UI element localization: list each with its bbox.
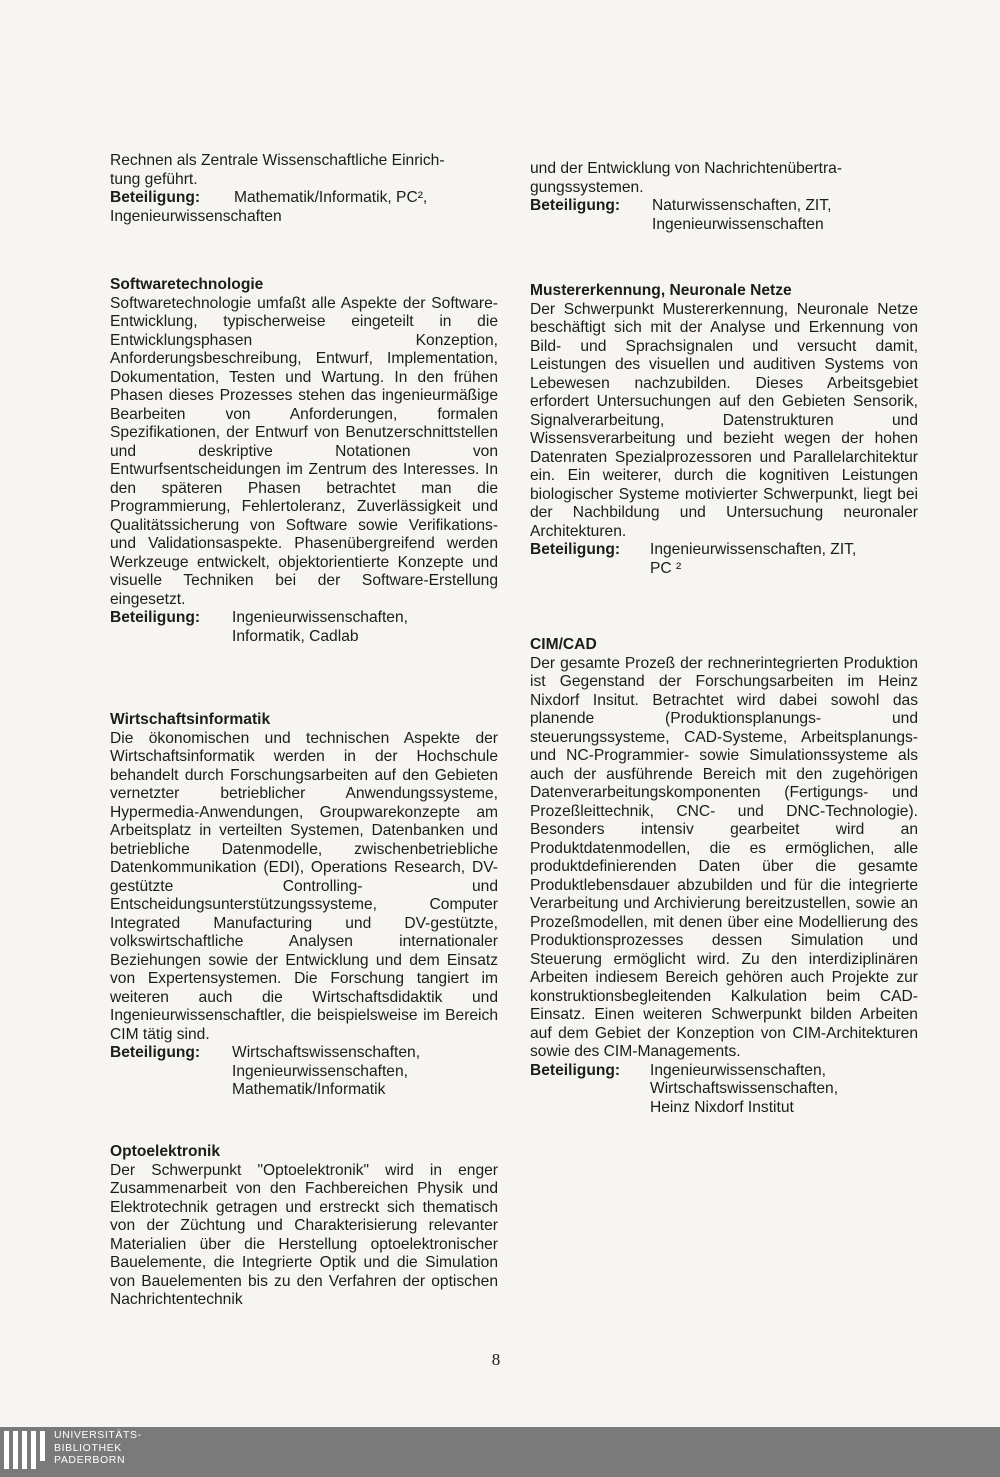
participation-value: Ingenieurwissenschaften <box>652 215 824 233</box>
section-participation <box>530 541 918 578</box>
participation-value: Mathematik/Informatik, PC², <box>234 189 428 206</box>
section-body: Softwaretechnologie umfaßt alle Aspekte der Software-Entwicklung, typischerweise eingeteilt in die Entwicklungsphasen Konzeption, Anforderungsbeschreibung, Entwurf, Implementation, Dokumentation, Testen und Wartung. In den frühen Phasen dieses Prozesses stehen das ingenieurmäßige Bearbeiten von Anforderungen, formalen Spezifikationen, der Entwurf von Benutzerschnittstellen und deskriptive Notationen von Entwurfsentscheidungen im Zentrum des Interesses. In den späteren Phasen betrachtet man die Programmierung, Fehlertoleranz, Zuverlässigkeit und Qualitätssicherung von Software sowie Verifikations- und Validationsaspekte. Phasenübergreifend werden Werkzeuge entwickelt, objektorientierte Konzepte und visuelle Techniken bei der Software-Erstellung eingesetzt. <box>110 294 498 608</box>
participation-value: Ingenieurwissenschaften, <box>650 1061 826 1079</box>
section-optoelektronik <box>110 1143 498 1310</box>
participation-value: Wirtschaftswissenschaften, <box>650 1080 839 1097</box>
section-heading: CIM/CAD <box>530 636 597 653</box>
participation-value: Naturwissenschaften, ZIT, <box>652 197 832 214</box>
participation-label: Beteiligung: <box>110 1044 201 1061</box>
section-participation <box>110 1044 498 1100</box>
left-intro <box>110 152 498 226</box>
intro-line: und der Entwicklung von Nachrichtenübertra- <box>530 160 843 177</box>
section-wirtschaftsinformatik <box>110 711 498 1100</box>
library-logo-icon <box>4 1431 44 1473</box>
participation-value: PC ² <box>650 559 682 577</box>
participation-label: Beteiligung: <box>530 197 621 214</box>
intro-line: gungssystemen. <box>530 178 644 196</box>
section-mustererkennung <box>530 282 918 578</box>
intro-participation <box>530 197 918 234</box>
intro-line: Rechnen als Zentrale Wissenschaftliche Einrich- <box>110 152 445 169</box>
section-heading: Mustererkennung, Neuronale Netze <box>530 282 792 299</box>
intro-line: tung geführt. <box>110 170 198 188</box>
section-body: Der Schwerpunkt Mustererkennung, Neuronale Netze beschäftigt sich mit der Analyse und Erkennung von Bild- und Sprachsignalen und versucht damit, Leistungen des visuellen und auditiven Systems von Lebewesen nachzubilden. Dieses Arbeitsgebiet erfordert Untersuchungen auf den Gebieten Sensorik, Signalverarbeitung, Datenstrukturen und Wissensverarbeitung und bezieht wegen der hohen Datenraten Spezialprozessoren und Parallelarchitektur ein. Ein weiterer, durch die kognitiven Leistungen biologischer Systeme motivierter Schwerpunkt, liegt bei der Nachbildung und Untersuchung neuronaler Architekturen. <box>530 300 918 540</box>
participation-value: Ingenieurwissenschaften, ZIT, <box>650 541 857 558</box>
page-number: 8 <box>491 1350 501 1369</box>
participation-label: Beteiligung: <box>110 189 201 206</box>
section-cim-cad <box>530 636 918 1117</box>
section-softwaretechnologie <box>110 276 498 646</box>
section-body: Die ökonomischen und technischen Aspekte der Wirtschaftsinformatik werden in der Hochschule behandelt durch Forschungsarbeiten auf den Gebieten vernetzter betrieblicher Anwendungssysteme, Hypermedia-Anwendungen, Groupwarekonzepte am Arbeitsplatz in verteilten Systemen, Datenbanken und betriebliche Datenmodelle, zwischenbetriebliche Datenkommunikation (EDI), Operations Research, DV-gestützte Controlling- und Entscheidungsunterstützungssysteme, Computer Integrated Manufacturing und DV-gestützte, volkswirtschaftliche Analysen internationaler Beziehungen sowie der Entwicklung und dem Einsatz von Expertensystemen. Die Forschung tangiert im weiteren auch die Wirtschaftsdidaktik und Ingenieurwissenschaftler, die beispielsweise im Bereich CIM tätig sind. <box>110 729 498 1043</box>
participation-value: Mathematik/Informatik <box>232 1081 386 1098</box>
library-name-line: BIBLIOTHEK <box>54 1441 122 1454</box>
section-heading: Wirtschaftsinformatik <box>110 711 271 728</box>
participation-value: Ingenieurwissenschaften, <box>232 1062 408 1080</box>
section-body: Der gesamte Prozeß der rechnerintegrierten Produktion ist Gegenstand der Forschungsarbeiten im Heinz Nixdorf Insitut. Betrachtet wird dabei sowohl das planende (Produktionsplanungs- und steuerungssysteme, CAD-Systeme, Arbeitsplanungs- und NC-Programmier- sowie Simulationssysteme als auch der ausführende Bereich mit den zugehörigen Datenverarbeitungskomponenten (Fertigungs- und Prozeßleittechnik, CNC- und DNC-Technologie). Besonders intensiv gearbeitet wird an Produktdatenmodellen, die es ermöglichen, alle produktdefinierenden Daten über die gesamte Produktlebensdauer abzubilden und für die integrierte Verarbeitung und Archivierung bereitzustellen, sowie an Prozeßmodellen, mit denen über eine Modellierung des Produktionsprozesses dessen Simulation und Steuerung ermöglicht wird. Zu den interdiziplinären Arbeiten indiesem Bereich gehören auch Projekte zur konstruktionsbegleitenden Kalkulation beim CAD-Einsatz. Einen weiteren Schwerpunkt bilden Arbeiten auf dem Gebiet der Konzeption von CIM-Architekturen sowie des CIM-Managements. <box>530 654 918 1060</box>
participation-label: Beteiligung: <box>530 1061 621 1079</box>
library-name-line: UNIVERSITÄTS- <box>54 1429 142 1441</box>
right-intro <box>530 160 918 234</box>
intro-participation <box>110 189 498 226</box>
participation-value: Informatik, Cadlab <box>232 627 359 645</box>
participation-value: Wirtschaftswissenschaften, <box>232 1044 421 1061</box>
library-footer <box>0 1427 1000 1477</box>
participation-value: Ingenieurwissenschaften <box>110 207 282 225</box>
participation-value: Heinz Nixdorf Institut <box>650 1098 794 1116</box>
section-heading: Softwaretechnologie <box>110 276 264 293</box>
participation-value: Ingenieurwissenschaften, <box>232 609 408 626</box>
section-participation <box>110 609 498 646</box>
library-name <box>54 1429 142 1467</box>
section-heading: Optoelektronik <box>110 1143 221 1160</box>
library-name-line: PADERBORN <box>54 1454 126 1466</box>
section-body: Der Schwerpunkt "Optoelektronik" wird in enger Zusammenarbeit von den Fachbereichen Physik und Elektrotechnik getragen und erstreckt sich thematisch von der Züchtung und Charakterisierung relevanter Materialien über die Herstellung optoelektronischer Bauelemente, die Integrierte Optik und die Simulation von Bauelementen bis zu den Verfahren der optischen Nachrichtentechnik <box>110 1161 498 1308</box>
participation-label: Beteiligung: <box>110 609 201 626</box>
participation-label: Beteiligung: <box>530 541 621 558</box>
section-participation <box>530 1062 918 1118</box>
